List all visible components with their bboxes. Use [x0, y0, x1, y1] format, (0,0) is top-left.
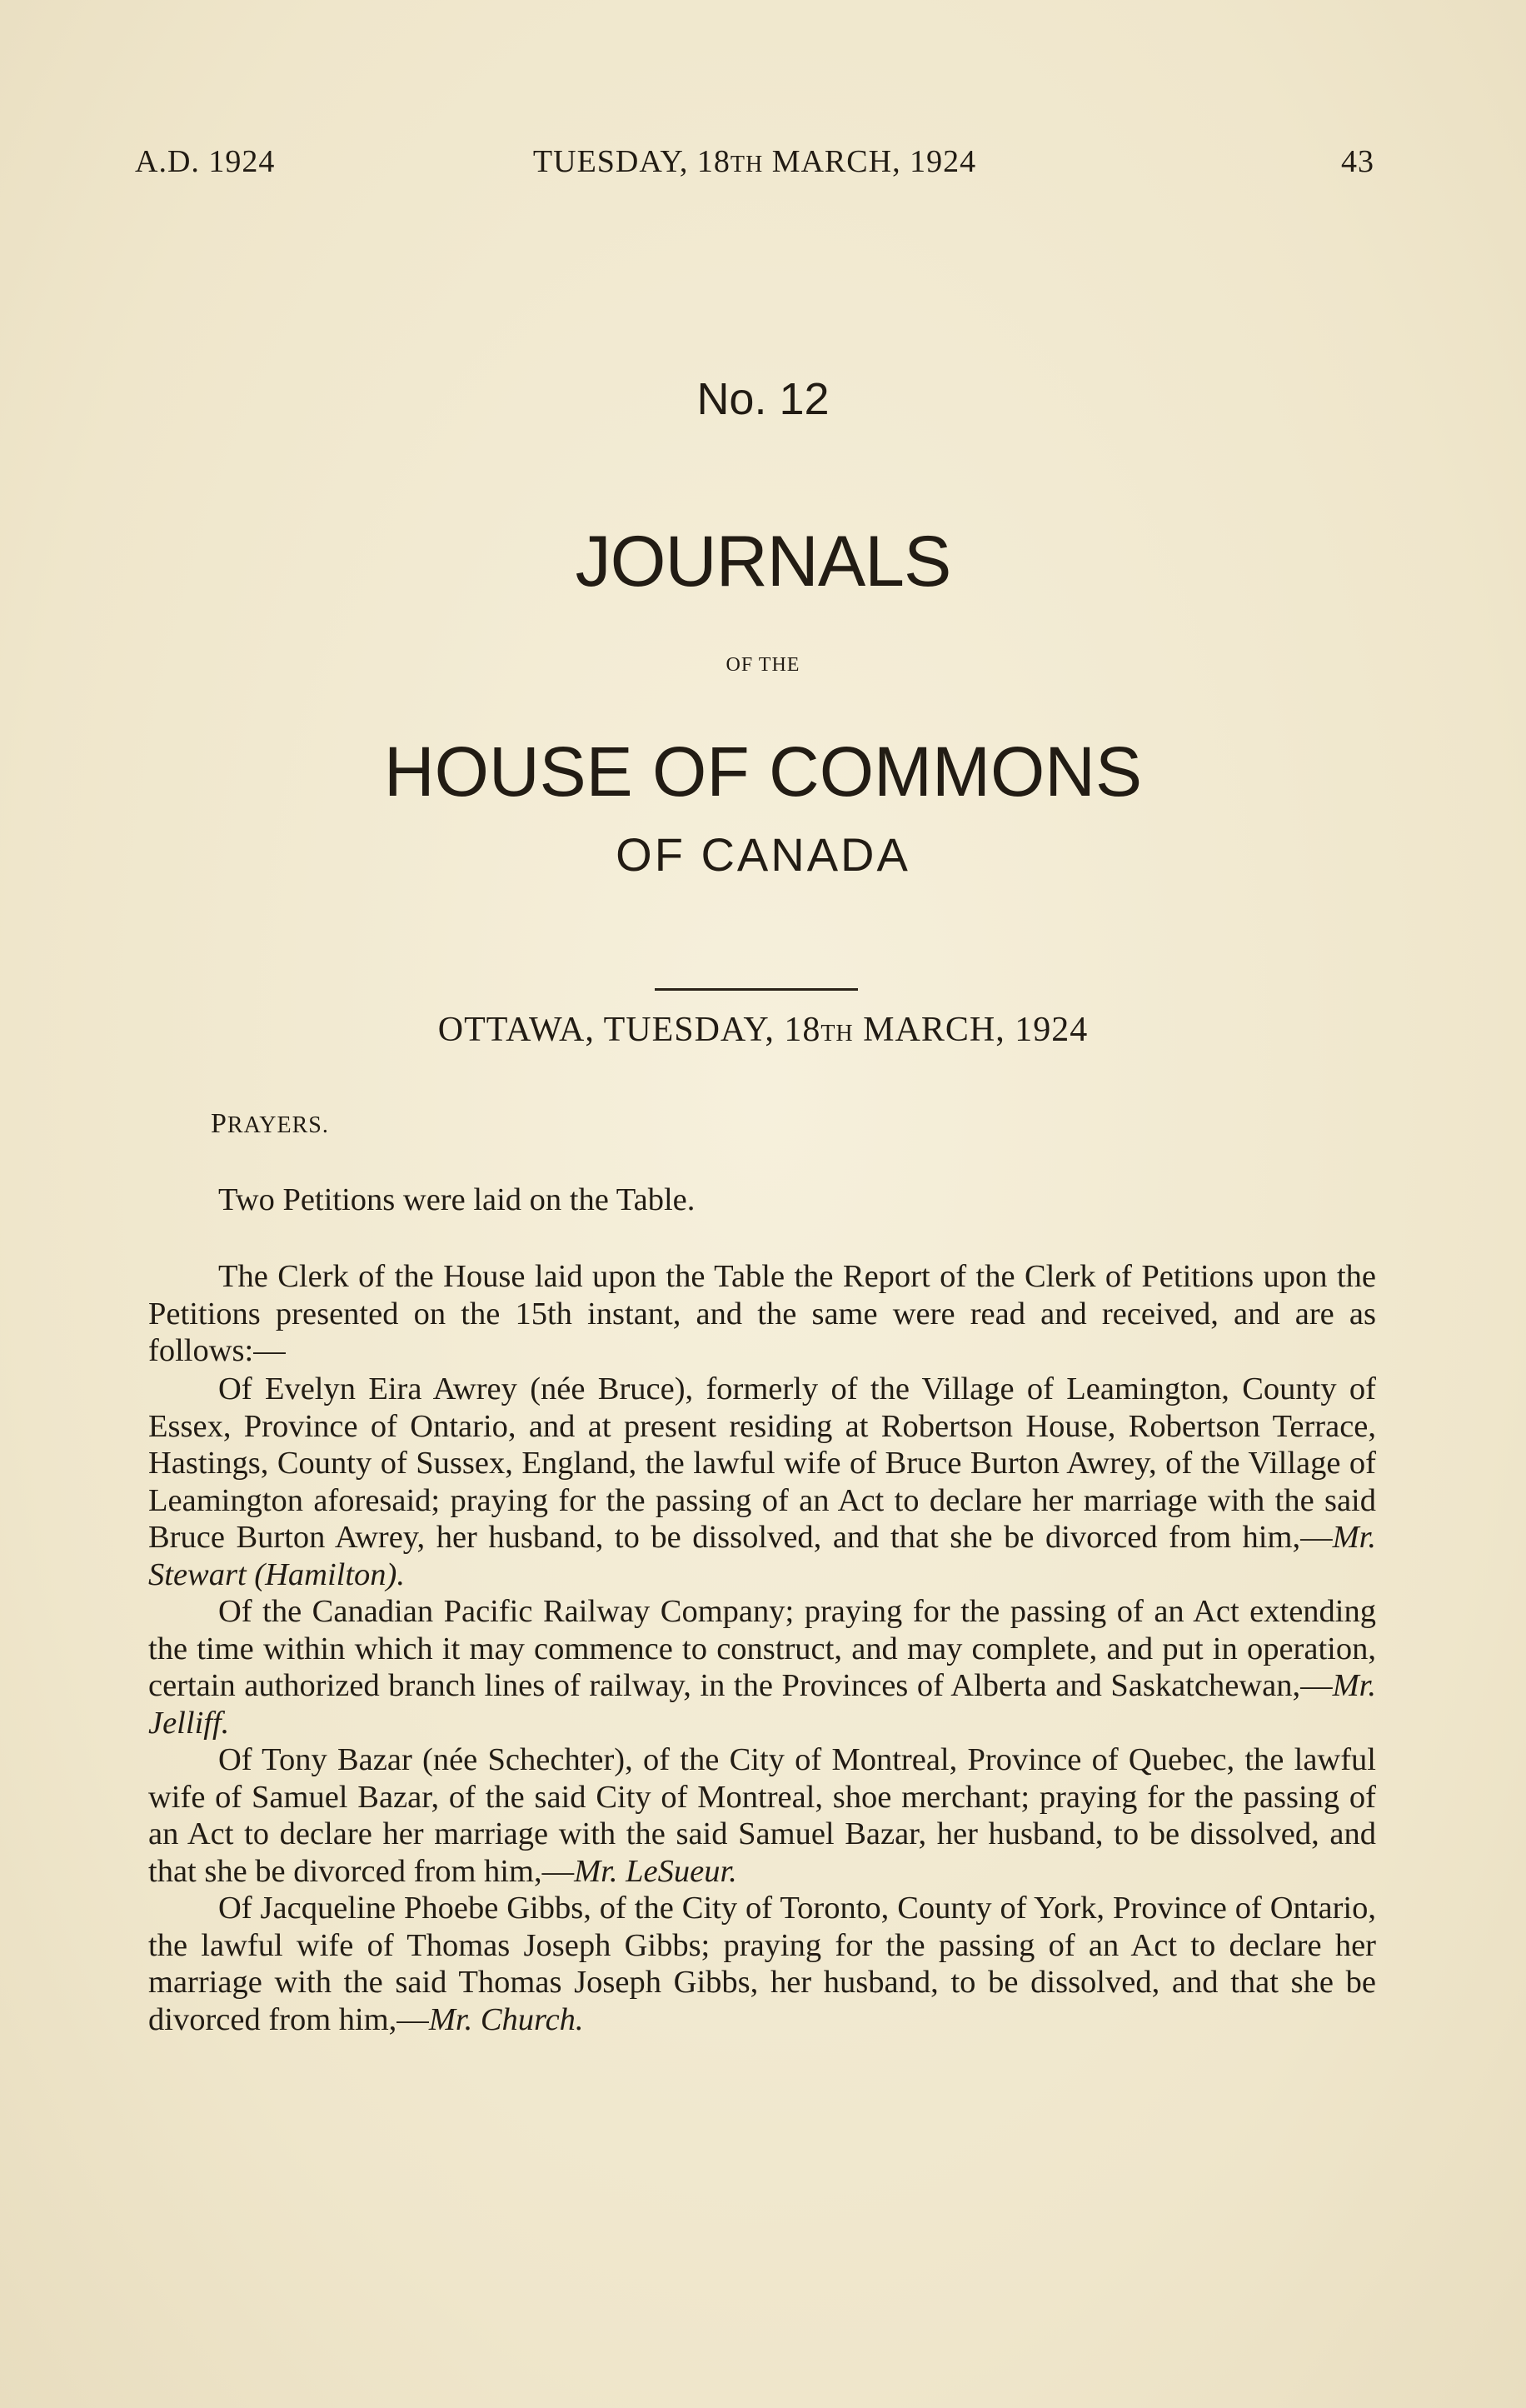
petition-mover: Mr. Jelliff.	[148, 1668, 1376, 1741]
of-the-label: OF THE	[726, 654, 800, 676]
journal-number: No. 12	[696, 374, 830, 424]
dateline: OTTAWA, TUESDAY, 18TH MARCH, 1924	[437, 1011, 1089, 1049]
petitions-list	[148, 1371, 1376, 2038]
petition-item: Of Tony Bazar (née Schechter), of the City of Montreal, Province of Quebec, the lawful wife of Samuel Bazar, of the said City of Montreal, shoe merchant; praying for the passing of an Act to declare her marriage with the said Samuel Bazar, her husband, to be dissolved, and that she be divorced from him,—Mr. LeSueur.	[148, 1742, 1376, 1889]
petition-item: Of the Canadian Pacific Railway Company; praying for the passing of an Act extending the time within which it may commence to construct, and may complete, and put in operation, certain authorized branch lines of railway, in the Provinces of Alberta and Saskatchewan,—Mr. Jelliff.	[148, 1594, 1376, 1741]
petition-mover: Mr. LeSueur.	[574, 1853, 737, 1889]
clerk-report-paragraph: The Clerk of the House laid upon the Table the Report of the Clerk of Petitions upon the Petitions presented on the 15th instant, and the same were read and received, and are as follows:—	[148, 1259, 1376, 1368]
house-of-commons-title: HOUSE OF COMMONS	[383, 732, 1142, 811]
prayers-heading: PRAYERS.	[211, 1108, 329, 1139]
running-head-year: A.D. 1924	[135, 144, 276, 179]
journals-title: JOURNALS	[575, 522, 951, 602]
of-canada-title: OF CANADA	[616, 828, 910, 881]
petition-mover: Mr. Stewart (Hamilton).	[148, 1520, 1376, 1592]
petition-mover: Mr. Church.	[428, 2001, 584, 2037]
petition-item: Of Jacqueline Phoebe Gibbs, of the City of Toronto, County of York, Province of Ontario, the lawful wife of Thomas Joseph Gibbs; praying for the passing of an Act to declare her marriage with the said Thomas Joseph Gibbs, her husband, to be dissolved, and that she be divorced from him,—Mr. Church.	[148, 1891, 1376, 2037]
title-divider	[655, 988, 858, 991]
running-head-date: TUESDAY, 18TH MARCH, 1924	[532, 144, 977, 179]
page-number: 43	[1341, 144, 1374, 179]
petition-item: Of Evelyn Eira Awrey (née Bruce), formerly of the Village of Leamington, County of Essex, Province of Ontario, and at present residing at Robertson House, Robertson Terrace, Hastings, County of Sussex, England, the lawful wife of Bruce Burton Awrey, of the Village of Leamington aforesaid; praying for the passing of an Act to declare her marriage with the said Bruce Burton Awrey, her husband, to be dissolved, and that she be divorced from him,—Mr. Stewart (Hamilton).	[148, 1371, 1376, 1592]
running-head	[135, 143, 1374, 185]
petitions-laid-paragraph: Two Petitions were laid on the Table.	[218, 1182, 696, 1217]
